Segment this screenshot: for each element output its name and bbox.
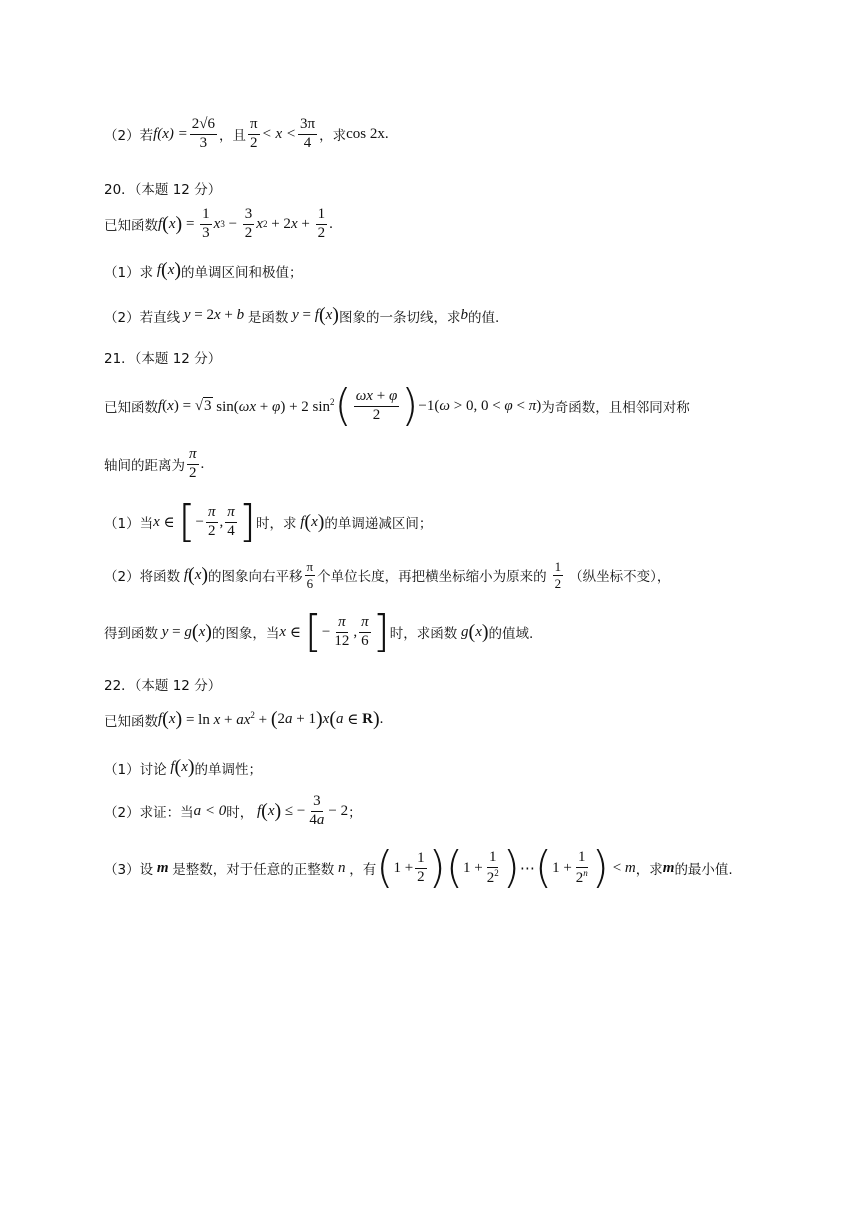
q21-stem-line2: 轴间的距离为 $\frac{\pi}{2}$ . — [104, 446, 205, 481]
q19-3pi-over-4: $\frac{3\pi}{4}$ — [300, 116, 316, 151]
q21-part1: （1）当 x ∈ [ − $\frac{\pi}{2}$ , $\frac{\pi}{4}$ ] 时，求 f ( x ) 的单调递减区间； — [104, 496, 433, 547]
q21-stem: 已知函数 f (x) = √3 sin(ωx + φ) + 2 $\sin^2$ ( $\frac{\omega x + \varphi}{2}$ ) −1(ω > 0, 0 < φ < π) 为奇函数，且相邻同对称 — [104, 380, 690, 431]
q22-heading: 22．（本题 12 分） — [104, 678, 222, 694]
q19-part2: （2）若 f(x) = $\frac{2√6}{3}$ ，且 $\frac{\pi}{2}$ < x < $\frac{3\pi}{4}$ ，求 cos 2x . — [104, 116, 389, 151]
q22-part1: （1）讨论 f ( x ) 的单调性； — [104, 756, 263, 778]
q20-part1: （1）求 f ( x ) 的单调区间和极值； — [104, 259, 303, 281]
q21-part2-line2: 得到函数 y = g ( x ) 的图象，当 x ∈ [ − $\frac{\pi}{12}$ , $\frac{\pi}{6}$ ] 时，求函数 g ( x ) 的值域. — [104, 606, 534, 657]
q19-pi-over-2: $\frac{\pi}{2}$ — [250, 116, 258, 151]
q19-fx: f(x) = — [153, 125, 188, 142]
q19-fraction: $\frac{2√6}{3}$ — [191, 116, 216, 151]
q19-target: cos 2x — [346, 125, 385, 142]
q22-part2: （2）求证：当 a < 0 时， f ( x ) ≤ − $\frac{3}{4a}$ − 2 ； — [104, 793, 362, 828]
q20-stem: 已知函数 f ( x ) = $\frac{1}{3}$ x 3 − $\frac{3}{2}$ x 2 + 2x + $\frac{1}{2}$ . — [104, 206, 333, 241]
q21-part2: （2）将函数 f ( x ) 的图象向右平移 $\frac{\pi}{6}$ 个单位长度，再把横坐标缩小为原来的 $\frac{1}{2}$ （纵坐标不变）， — [104, 559, 671, 591]
q22-part3: （3）设 m 是整数，对于任意的正整数 n ，有 ( 1 + $\frac{1}{2}$ ) ( 1 + $\frac{1}{2^2}$ ) ⋯ ( 1 + $\frac{1}{2^n}$ ) < m ，求 m 的最小值. — [104, 842, 733, 893]
q19-part2-label: （2）若 — [104, 128, 154, 145]
q21-heading: 21．（本题 12 分） — [104, 351, 222, 367]
q20-heading: 20．（本题 12 分） — [104, 182, 222, 198]
q22-stem: 已知函数 f ( x ) = $\ln x + ax^2$ + ( 2a + 1 ) x ( a ∈ R ) . — [104, 708, 384, 730]
q20-part2: （2）若直线 y = 2x + b 是函数 y = f ( x ) 图象的一条切线，求 b 的值. — [104, 304, 500, 326]
